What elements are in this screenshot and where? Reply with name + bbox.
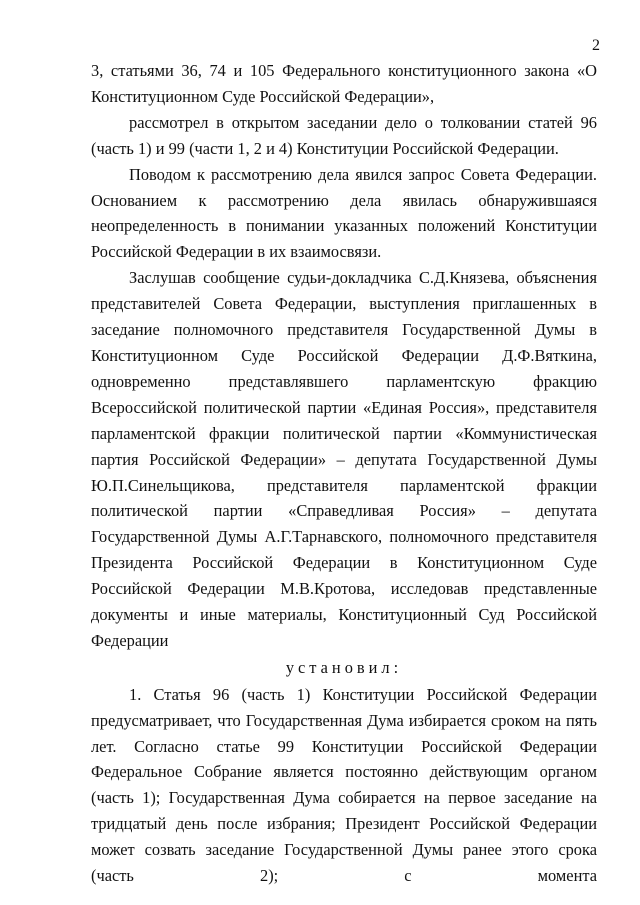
paragraph-grounds: Поводом к рассмотрению дела явился запрос Совета Федерации. Основанием к рассмотрению дела явилась обнаружившаяся неопределенность в понимании указанных положений Конституции Российской Федерации в их взаимосвязи.: [91, 164, 597, 262]
paragraph-hearing-participants: Заслушав сообщение судьи-докладчика С.Д.Князева, объяснения представителей Совета Федерации, выступления приглашенных в заседание полномочного представителя Государственной Думы в Конституционном Суде Российской Федерации Д.Ф.Вяткина, одновременно представлявшего парламентскую фракцию Всероссийской политической партии «Единая Россия», представителя парламентской фракции политической партии «Коммунистическая партия Российской Федерации» – депутата Государственной Думы Ю.П.Синельщикова, представителя парламентской фракции политической партии «Справедливая Россия» – депутата Государственной Думы А.Г.Тарнавского, полномочного представителя Президента Российской Федерации в Конституционном Суде Российской Федерации М.В.Кротова, исследовав представленные документы и иные материалы, Конституционный Суд Российской Федерации: [91, 268, 597, 650]
paragraph-article-96: 1. Статья 96 (часть 1) Конституции Российской Федерации предусматривает, что Государственная Дума избирается сроком на пять лет. Согласно статье 99 Конституции Российской Федерации Федеральное Собрание является постоянно действующим органом (часть 1); Государственная Дума собирается на первое заседание на тридцатый день после избрания; Президент Российской Федерации может созвать заседание Государственной Думы ранее этого срока (часть 2); с момента: [91, 684, 597, 886]
document-body: [91, 58, 597, 889]
page-number: 2: [592, 37, 600, 54]
section-heading: установил:: [285, 657, 403, 677]
paragraph-legal-basis: 3, статьями 36, 74 и 105 Федерального конституционного закона «О Конституционном Суде Российской Федерации»,: [91, 61, 597, 106]
paragraph-considered: рассмотрел в открытом заседании дело о толковании статей 96 (часть 1) и 99 (части 1, 2 и 4) Конституции Российской Федерации.: [91, 112, 597, 158]
